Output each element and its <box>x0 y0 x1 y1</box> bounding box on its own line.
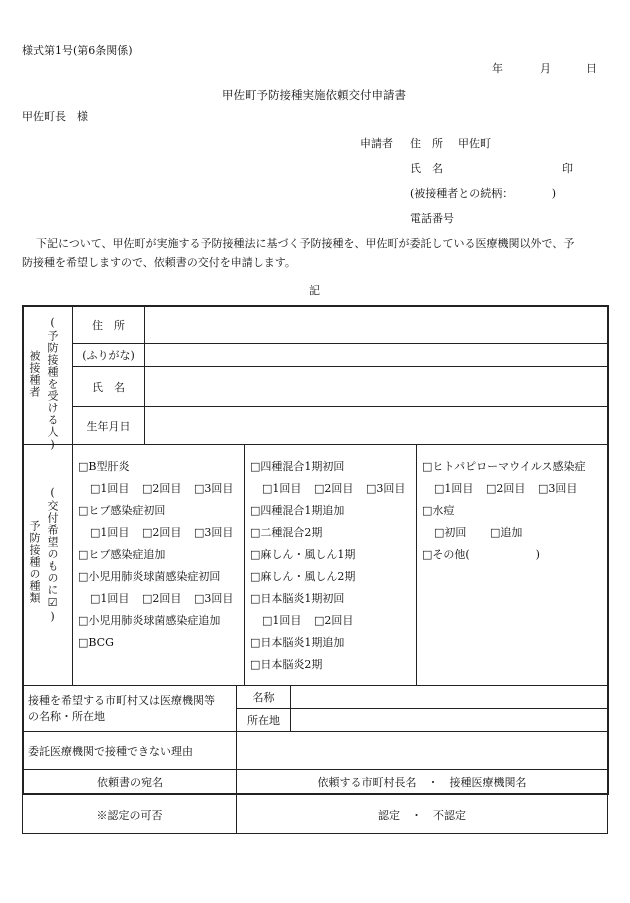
applicant-name-label: 氏 名 <box>410 162 443 175</box>
checkbox-dt2[interactable]: □二種混合2期 <box>250 526 323 539</box>
body-text-line1: 下記について、甲佐町が実施する予防接種法に基づく予防接種を、甲佐町が委託している医療機関以外で、予 <box>36 237 575 250</box>
name-field[interactable] <box>145 367 607 406</box>
date-month: 月 <box>540 62 551 75</box>
checkbox-varicella[interactable]: □水痘 <box>422 504 455 517</box>
checkbox-hepb-dose2[interactable]: □2回目 <box>142 482 182 495</box>
checkbox-hib-dose1[interactable]: □1回目 <box>90 526 130 539</box>
facility-location-label: 所在地 <box>247 714 280 727</box>
checkbox-hib-booster[interactable]: □ヒブ感染症追加 <box>78 548 166 561</box>
checkbox-hpv-dose1[interactable]: □1回目 <box>434 482 474 495</box>
checkbox-mr1[interactable]: □麻しん・風しん1期 <box>250 548 356 561</box>
body-text-line2: 防接種を希望しますので、依頼書の交付を申請します。 <box>22 256 296 269</box>
furigana-field[interactable] <box>145 344 607 366</box>
checkbox-mr2[interactable]: □麻しん・風しん2期 <box>250 570 356 583</box>
checkbox-hepb-dose3[interactable]: □3回目 <box>194 482 234 495</box>
checkbox-je-dose2[interactable]: □2回目 <box>314 614 354 627</box>
reason-field[interactable] <box>237 732 607 769</box>
birthdate-field[interactable] <box>145 407 607 444</box>
address-label: 住 所 <box>92 319 125 332</box>
checkbox-dpt-booster[interactable]: □四種混合1期追加 <box>250 504 345 517</box>
je-doses <box>250 610 405 632</box>
hib-doses <box>78 522 233 544</box>
name-label: 氏 名 <box>92 380 125 394</box>
checkbox-bcg[interactable]: □BCG <box>78 636 114 649</box>
checkbox-varicella-booster[interactable]: □追加 <box>490 526 523 539</box>
desired-location-label-1: 接種を希望する市町村又は医療機関等 <box>28 694 215 707</box>
approval-value: 認定 ・ 不認定 <box>378 808 466 822</box>
checkbox-je-dose1[interactable]: □1回目 <box>262 614 302 627</box>
vaccine-column-2 <box>250 456 405 676</box>
recipient-note: (予防接種を受ける人) <box>46 316 59 452</box>
checkbox-hepb-dose1[interactable]: □1回目 <box>90 482 130 495</box>
applicant-phone-label: 電話番号 <box>410 212 454 225</box>
applicant-label: 申請者 <box>360 137 393 150</box>
facility-location-field[interactable] <box>291 709 607 731</box>
checkmark-icon: ☑ <box>46 596 59 610</box>
birthdate-label: 生年月日 <box>86 419 131 433</box>
recipient-section-label: 被接種者 <box>28 350 41 398</box>
applicant-relation: (被接種者との続柄： ) <box>410 187 557 200</box>
checkbox-je-initial[interactable]: □日本脳炎1期初回 <box>250 592 345 605</box>
checkbox-hpv[interactable]: □ヒトパピローマウイルス感染症 <box>422 460 586 473</box>
request-addressee-label: 依頼書の宛名 <box>97 775 163 789</box>
request-addressee-value: 依頼する市町村長名 ・ 接種医療機関名 <box>317 775 527 789</box>
checkbox-dpt-dose1[interactable]: □1回目 <box>262 482 302 495</box>
hpv-doses <box>422 478 586 500</box>
checkbox-pcv-initial[interactable]: □小児用肺炎球菌感染症初回 <box>78 570 221 583</box>
checkbox-hpv-dose2[interactable]: □2回目 <box>486 482 526 495</box>
vaccine-column-3 <box>422 456 586 566</box>
addressee: 甲佐町長 様 <box>22 110 88 123</box>
checkbox-hepb[interactable]: □B型肝炎 <box>78 460 130 473</box>
checkbox-hib-dose2[interactable]: □2回目 <box>142 526 182 539</box>
approval-label: ※認定の可否 <box>96 808 163 822</box>
checkbox-hpv-dose3[interactable]: □3回目 <box>538 482 578 495</box>
checkbox-pcv-dose3[interactable]: □3回目 <box>194 592 234 605</box>
checkbox-je2[interactable]: □日本脳炎2期 <box>250 658 323 671</box>
desired-location-label-2: の名称・所在地 <box>28 710 105 723</box>
pcv-doses <box>78 588 233 610</box>
facility-name-field[interactable] <box>291 686 607 708</box>
address-field[interactable] <box>145 307 607 343</box>
checkbox-hib-dose3[interactable]: □3回目 <box>194 526 234 539</box>
checkbox-je-booster[interactable]: □日本脳炎1期追加 <box>250 636 345 649</box>
checkbox-varicella-initial[interactable]: □初回 <box>434 526 467 539</box>
checkbox-hib-initial[interactable]: □ヒブ感染症初回 <box>78 504 166 517</box>
facility-name-label: 名称 <box>252 691 275 704</box>
page-title: 甲佐町予防接種実施依頼交付申請書 <box>222 88 406 102</box>
vaccine-note: (交付希望のものに☑) <box>46 486 59 624</box>
checkbox-pcv-booster[interactable]: □小児用肺炎球菌感染症追加 <box>78 614 221 627</box>
checkbox-dpt-dose2[interactable]: □2回目 <box>314 482 354 495</box>
applicant-address-value: 甲佐町 <box>458 137 491 150</box>
vaccine-column-1 <box>78 456 233 654</box>
form-number: 様式第1号(第6条関係) <box>22 44 133 57</box>
checkbox-other[interactable]: □その他( ) <box>422 548 540 561</box>
checkbox-pcv-dose1[interactable]: □1回目 <box>90 592 130 605</box>
reason-label: 委託医療機関で接種できない理由 <box>28 744 193 758</box>
dpt-doses <box>250 478 405 500</box>
hepb-doses <box>78 478 233 500</box>
furigana-label: (ふりがな) <box>82 349 135 362</box>
applicant-address-label: 住 所 <box>410 137 443 150</box>
date-day: 日 <box>586 62 597 75</box>
checkbox-dpt-dose3[interactable]: □3回目 <box>366 482 406 495</box>
checkbox-dpt-initial[interactable]: □四種混合1期初回 <box>250 460 345 473</box>
varicella-doses <box>422 522 586 544</box>
vaccine-section-label: 予防接種の種類 <box>28 520 41 604</box>
date-year: 年 <box>492 62 503 75</box>
ki-heading: 記 <box>309 284 320 297</box>
checkbox-pcv-dose2[interactable]: □2回目 <box>142 592 182 605</box>
seal-mark: 印 <box>562 162 573 175</box>
